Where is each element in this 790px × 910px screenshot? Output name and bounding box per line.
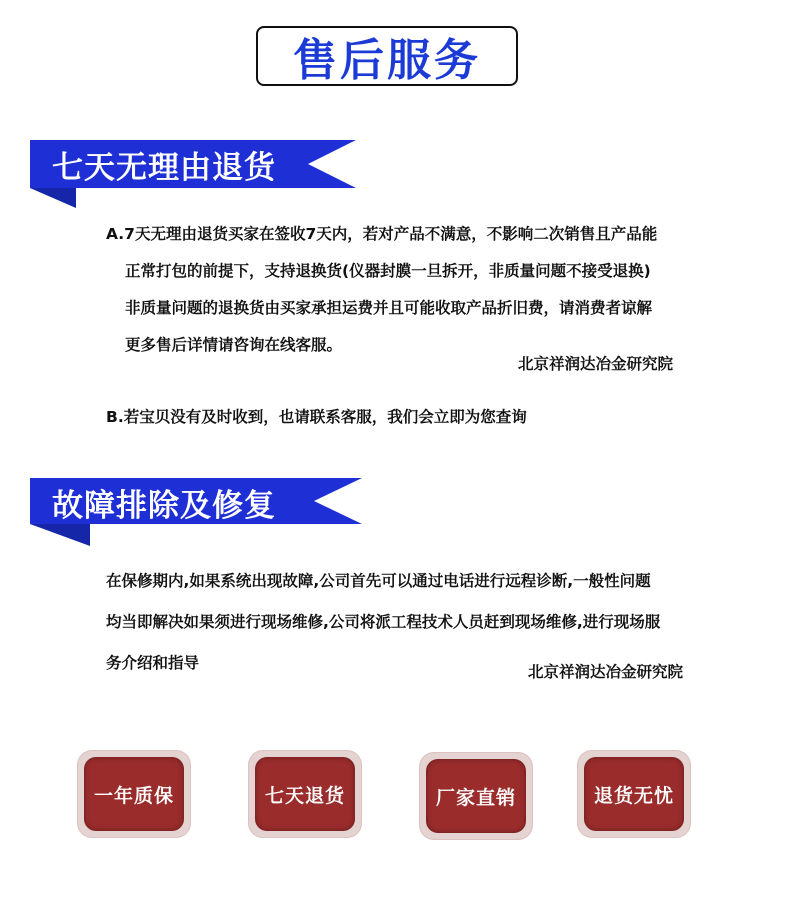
page-title: 售后服务: [293, 35, 481, 86]
badge-seven-day-return: [249, 751, 361, 837]
returns-text-line-3: 非质量问题的退换货由买家承担运费并且可能收取产品折旧费，请消费者谅解: [125, 299, 653, 317]
repair-text-line-1: 在保修期内,如果系统出现故障,公司首先可以通过电话进行远程诊断,一般性问题: [106, 572, 651, 590]
badge-warranty: [78, 751, 190, 837]
returns-signature: 北京祥润达冶金研究院: [518, 355, 674, 373]
badge-label: 七天退货: [264, 784, 345, 807]
returns-text-line-4: 更多售后详情请咨询在线客服。: [125, 336, 343, 354]
returns-text-line-2: 正常打包的前提下，支持退换货(仪器封膜一旦拆开，非质量问题不接受退换): [125, 262, 651, 280]
repair-text-line-3: 务介绍和指导: [106, 654, 200, 672]
badge-label: 一年质保: [93, 784, 174, 807]
badge-label: 厂家直销: [435, 786, 516, 809]
badge-label: 退货无忧: [593, 784, 674, 807]
badge-factory-direct: [420, 753, 532, 839]
repair-signature: 北京祥润达冶金研究院: [528, 663, 684, 681]
badge-worry-free-return: [578, 751, 690, 837]
returns-text-line-1: A.7天无理由退货买家在签收7天内，若对产品不满意，不影响二次销售且产品能: [106, 225, 658, 243]
page-title-box: [256, 26, 518, 86]
repair-text-line-2: 均当即解决如果须进行现场维修,公司将派工程技术人员赶到现场维修,进行现场服: [106, 613, 661, 631]
section-heading-repair: 故障排除及修复: [52, 488, 276, 524]
returns-text-b: B.若宝贝没有及时收到，也请联系客服，我们会立即为您查询: [106, 408, 527, 426]
section-banner-repair: [30, 478, 366, 548]
section-banner-returns: [30, 140, 360, 210]
section-heading-returns: 七天无理由退货: [52, 150, 276, 186]
